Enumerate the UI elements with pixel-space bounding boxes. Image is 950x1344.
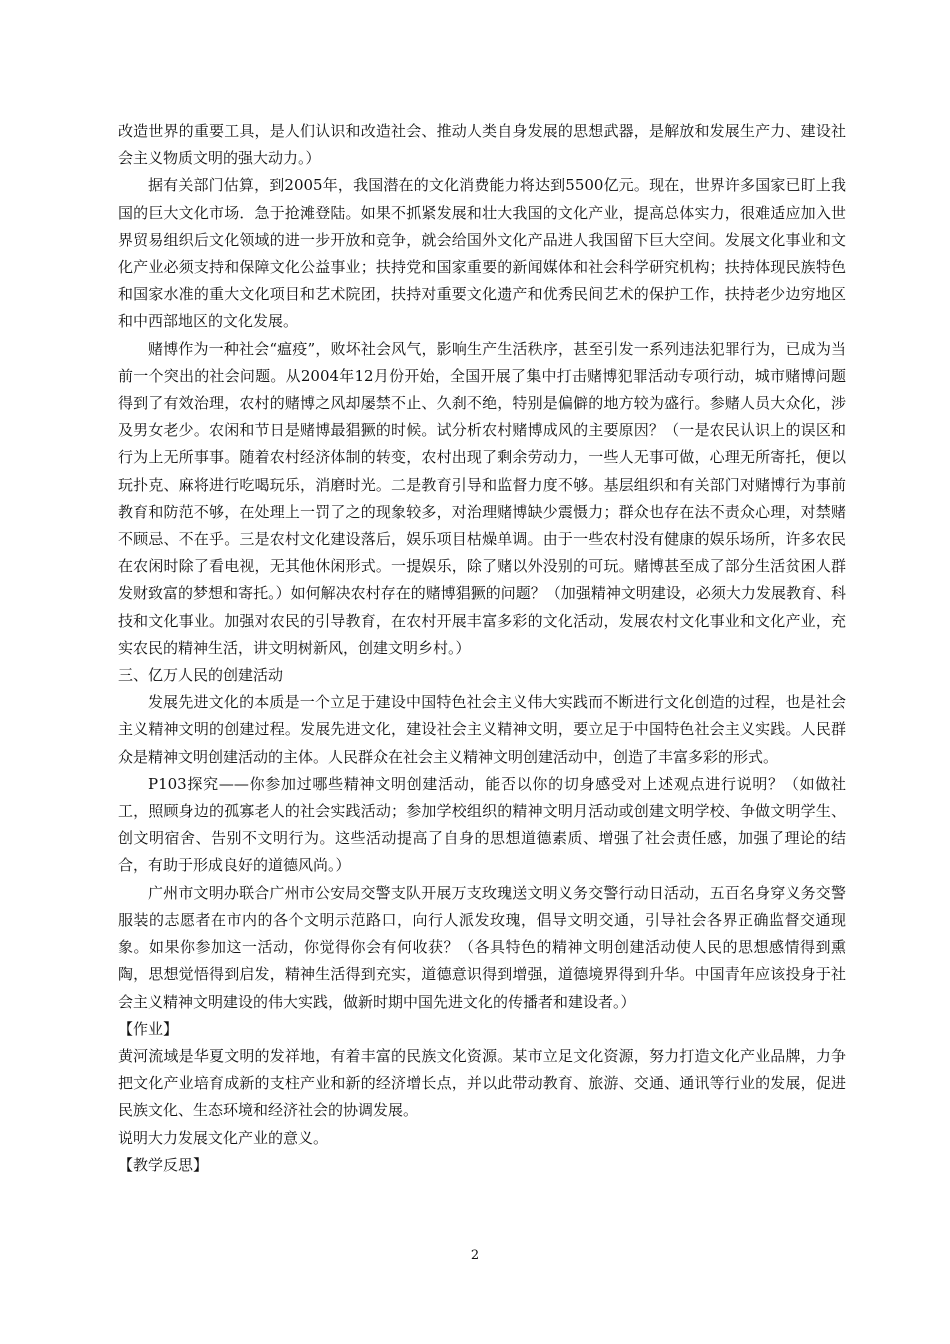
paragraph-advanced-culture: 发展先进文化的本质是一个立足于建设中国特色社会主义伟大实践而不断进行文化创造的过程，也是社会主义精神文明的创建过程。发展先进文化，建设社会主义精神文明，要立足于中国特色社会主义实践。人民群众是精神文明创建活动的主体。人民群众在社会主义精神文明创建活动中，创造了丰富多彩的形式。: [118, 693, 846, 766]
paragraph-exploration: P103探究——你参加过哪些精神文明创建活动，能否以你的切身感受对上述观点进行说明？（如做社工，照顾身边的孤寡老人的社会实践活动；参加学校组织的精神文明月活动或创建文明学校、争做文明学生、创文明宿舍、告别不文明行为。这些活动提高了自身的思想道德素质、增强了社会责任感，加强了理论的结合，有助于形成良好的道德风尚。）: [118, 774, 846, 875]
paragraph-continuation: 改造世界的重要工具，是人们认识和改造社会、推动人类自身发展的思想武器，是解放和发展生产力、建设社会主义物质文明的强大动力。）: [118, 122, 846, 168]
page-number: 2: [470, 1248, 480, 1263]
paragraph-guangzhou-activity: 广州市文明办联合广州市公安局交警支队开展万支玫瑰送文明义务交警行动日活动，五百名身穿义务交警服装的志愿者在市内的各个文明示范路口，向行人派发玫瑰，倡导文明交通，引导社会各界正确监督交通现象。如果你参加这一活动，你觉得你会有何收获？（各具特色的精神文明创建活动使人民的思想感情得到熏陶，思想觉悟得到启发，精神生活得到充实，道德意识得到增强，道德境界得到升华。中国青年应该投身于社会主义精神文明建设的伟大实践，做新时期中国先进文化的传播者和建设者。）: [118, 883, 846, 1011]
homework-heading: 【作业】: [118, 1019, 179, 1038]
paragraph-homework: 黄河流域是华夏文明的发祥地，有着丰富的民族文化资源。某市立足文化资源，努力打造文化产业品牌，力争把文化产业培育成新的支柱产业和新的经济增长点，并以此带动教育、旅游、交通、通讯等行业的发展，促进民族文化、生态环境和经济社会的协调发展。: [118, 1046, 846, 1120]
paragraph-gambling: 赌博作为一种社会“瘟疫”，败坏社会风气，影响生产生活秩序，甚至引发一系列违法犯罪行为，已成为当前一个突出的社会问题。从2004年12月份开始，全国开展了集中打击赌博犯罪活动专项行动，城市赌博问题得到了有效治理，农村的赌博之风却屡禁不止、久刹不绝，特别是偏僻的地方较为盛行。参赌人员大众化，涉及男女老少。农闲和节日是赌博最猖獗的时候。试分析农村赌博成风的主要原因？（一是农民认识上的误区和行为上无所事事。随着农村经济体制的转变，农村出现了剩余劳动力，一些人无事可做，心理无所寄托，便以玩扑克、麻将进行吃喝玩乐，消磨时光。二是教育引导和监督力度不够。基层组织和有关部门对赌博行为事前教育和防范不够，在处理上一罚了之的现象较多，对治理赌博缺少震慑力；群众也存在法不责众心理，对禁赌不顾忌、不在乎。三是农村文化建设落后，娱乐项目枯燥单调。由于一些农村没有健康的娱乐场所，许多农民在农闲时除了看电视，无其他休闲形式。一提娱乐，除了赌以外没别的可玩。赌博甚至成了部分生活贫困人群发财致富的梦想和寄托。）如何解决农村存在的赌博猖獗的问题？（加强精神文明建设，必须大力发展教育、科技和文化事业。加强对农民的引导教育，在农村开展丰富多彩的文化活动，发展农村文化事业和文化产业，充实农民的精神生活，讲文明树新风，创建文明乡村。）: [118, 339, 846, 657]
section-heading: 三、亿万人民的创建活动: [118, 666, 284, 685]
reflection-heading: 【教学反思】: [118, 1155, 209, 1174]
paragraph-culture-consumption: 据有关部门估算，到2005年，我国潜在的文化消费能力将达到5500亿元。现在，世界许多国家已盯上我国的巨大文化市场．急于抢滩登陆。如果不抓紧发展和壮大我国的文化产业，提高总体实力，很难适应加入世界贸易组织后文化领域的进一步开放和竞争，就会给国外文化产品进人我国留下巨大空间。发展文化事业和文化产业必须支持和保障文化公益事业；扶持党和国家重要的新闻媒体和社会科学研究机构；扶持体现民族特色和国家水准的重大文化项目和艺术院团，扶持对重要文化遗产和优秀民间艺术的保护工作，扶持老少边穷地区和中西部地区的文化发展。: [118, 176, 846, 331]
paragraph-homework-question: 说明大力发展文化产业的意义。: [118, 1128, 329, 1147]
document-body: [118, 118, 846, 1179]
